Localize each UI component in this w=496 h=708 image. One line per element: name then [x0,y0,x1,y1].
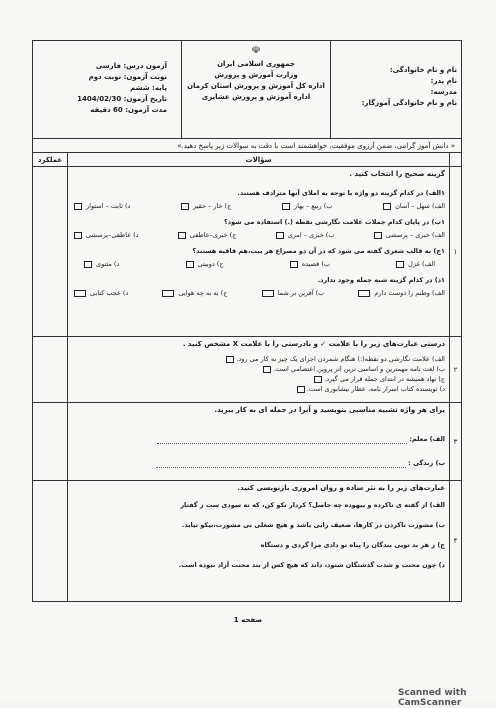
statement [72,354,445,364]
student-name-label: نام و نام خانوادگی: [389,66,457,74]
option-label: ب) قصیده [301,260,330,268]
checkbox[interactable] [396,261,404,268]
checkbox[interactable] [74,232,82,239]
exam-header [33,41,461,139]
option-label: ج) خبری–عاطفی [189,231,237,239]
question-1b-text: ۱ب) در پایان کدام جملات علامت نگارشی نقطه (.) استفاده می شود؟ [224,218,445,226]
statement-text: ب) لغت نامه مهمترین و اساسی ترین اثر پروین اعتصامی است. [273,365,445,373]
statement [72,364,445,374]
question-number: ۳ [449,403,461,480]
question-1-body [67,167,449,336]
statement-text: ج) نهاد همیشه در ابتدای جمله قرار می گیرد. [324,375,445,383]
question-1c-options [72,259,445,269]
score-cell[interactable] [33,337,67,402]
checkbox[interactable] [226,356,234,363]
option[interactable] [356,288,445,298]
option-label: د) مثنوی [96,260,120,268]
option[interactable] [72,288,128,298]
checkbox[interactable] [262,290,274,297]
option-label: الف) خبری – پرسشی [385,231,445,239]
option-label: ج) به به چه هوایی [178,289,228,297]
question-number: ۴ [449,481,461,601]
instructions: « دانش آموز گرامی، ضمن آرزوی موفقیت، خواهشمند است با دقت به سوالات زیر پاسخ دهید.» [33,139,461,153]
score-cell[interactable] [33,403,67,480]
prose-item: د) چون محنت و شدت گذشتگان شنود، داند که هیچ کس از بند محنت آزاد نبوده است. [178,561,445,569]
prose-item: ب) مشورت ناکردن در کارها، ضعیف رایی باشد و هیچ شغلی بی مشورت،نیکو نیاید. [181,521,445,529]
question-2-row [33,337,461,403]
option-label: الف) سهل – آسان [395,202,445,210]
score-cell[interactable] [33,167,67,336]
exam-date: تاریخ آزمون: 1404/02/30 [77,95,167,103]
page-number: صفحه 1 [233,616,263,624]
checkbox[interactable] [374,232,382,239]
answer-label: الف) معلم: [409,435,445,443]
statement [72,374,445,384]
checkbox[interactable] [263,366,271,373]
checkbox[interactable] [383,203,391,210]
father-name-label: نام پدر: [430,77,457,85]
option-label: ب) ربیع – بهار [294,202,333,210]
answer-label: ب) زندگی : [408,459,445,467]
checkbox[interactable] [297,386,305,393]
scan-watermark: Scanned with CamScanner [398,688,467,708]
checkbox[interactable] [74,290,86,297]
option[interactable] [274,230,335,240]
answer-line [72,458,445,468]
column-header-row [33,153,461,167]
question-1c-text: ۱ج) به قالب شعری گفته می شود که در آن دو مصراع هر بیت،هم قافیه هستند؟ [192,247,445,255]
question-title: برای هر واژه تشبیه مناسبی بنویسید و آنرا در جمله ای به کار ببرید. [214,406,445,414]
option[interactable] [372,230,445,240]
iran-emblem-icon: ☫ [251,45,261,56]
option-label: الف) وطنم را دوست دارم [374,289,445,297]
answer-field[interactable] [156,460,406,468]
prose-item: الف) از گفته ی ناکرده و بیهوده چه حاصل؟ کردار نکو کن، که نه سودی ست ز گفتار [180,501,445,509]
answer-field[interactable] [157,436,407,444]
question-4-body [67,481,449,601]
question-1a-text: ۱الف) در کدام گزینه دو واژه با توجه به املای آنها مترادف هستند. [237,189,445,197]
option[interactable] [176,230,236,240]
exam-sheet [32,40,462,602]
column-questions: سؤالات [67,153,449,166]
checkbox[interactable] [178,232,186,239]
column-score: عملکرد [37,156,63,164]
exam-info [37,41,167,139]
option-label: ج) خار – حقیر [193,202,232,210]
institution-line-4: اداره آموزش و پرورش عشایری [201,93,311,101]
student-info [337,41,457,139]
question-1a-options [72,201,445,211]
checkbox[interactable] [162,290,174,297]
question-4-row [33,481,461,601]
option[interactable] [160,288,227,298]
exam-turn: نوبت آزمون: نوبت دوم [88,73,167,81]
option[interactable] [280,201,332,211]
checkbox[interactable] [181,203,189,210]
question-1d-options [72,288,445,298]
question-3-body [67,403,449,480]
teacher-name-label: نام و نام خانوادگی آموزگار: [361,99,457,107]
institution-line-2: وزارت آموزش و پرورش [214,71,298,79]
exam-subject: آزمون درس: فارسی [95,62,167,70]
option[interactable] [394,259,435,269]
checkbox[interactable] [74,203,82,210]
statement-text: الف) علامت نگارشی دو نقطه(:) هنگام شمردن اجزای یک چیز به کار می رود. [236,355,445,363]
question-1d-text: ۱د) در کدام گزینه شبه جمله وجود ندارد. [317,276,445,284]
prose-item: ج) ز هر بد تویی بندگان را پناه تو دادی مرا گردی و دستگاه [260,541,445,549]
checkbox[interactable] [282,203,290,210]
institution-info [181,41,331,139]
score-cell[interactable] [33,481,67,601]
checkbox[interactable] [276,232,284,239]
answer-line [72,434,445,444]
question-title: گزینه صحیح را انتخاب کنید . [349,170,445,178]
option[interactable] [288,259,330,269]
question-title: عبارت‌های زیر را به نثر ساده و روان امروزی بازنویسی کنید. [237,484,445,492]
question-1-row [33,167,461,337]
checkbox[interactable] [186,261,194,268]
option[interactable] [260,288,325,298]
option-label: ب) آفرین بر شما [277,289,325,297]
option-label: الف) غزل [408,260,435,268]
option-label: د) عجب کتابی [90,289,129,297]
checkbox[interactable] [358,290,370,297]
question-3-row [33,403,461,481]
statement [72,384,445,394]
option[interactable] [82,259,119,269]
checkbox[interactable] [84,261,92,268]
checkbox[interactable] [314,376,322,383]
option[interactable] [381,201,445,211]
institution-line-3: اداره کل آموزش و پرورش استان کرمان [187,82,325,90]
statement-text: د) نویسنده کتاب اسرار نامه، عطار نیشابوری است. [306,385,445,393]
option-label: ب) خبری – امری [287,231,335,239]
question-number: ۱ [449,167,461,336]
option[interactable] [184,259,224,269]
option[interactable] [72,201,130,211]
school-label: مدرسه: [430,88,457,96]
option[interactable] [179,201,231,211]
option-label: ج) دوبیتی [197,260,224,268]
institution-line-1: جمهوری اسلامی ایران [217,60,295,68]
exam-grade: پایه: ششم [130,84,167,92]
question-2-body [67,337,449,402]
option-label: د) ثابت – استوار [86,202,131,210]
question-1b-options [72,230,445,240]
column-number [449,153,461,166]
exam-duration: مدت آزمون: 60 دقیقه [90,106,167,114]
option-label: د) عاطفی–پرسشی [86,231,139,239]
question-number: ۲ [449,337,461,402]
option[interactable] [72,230,139,240]
checkbox[interactable] [290,261,298,268]
question-title: درستی عبارت‌های زیر را با علامت ✓ و نادرستی را با علامت X مشخص کنید . [182,340,445,348]
